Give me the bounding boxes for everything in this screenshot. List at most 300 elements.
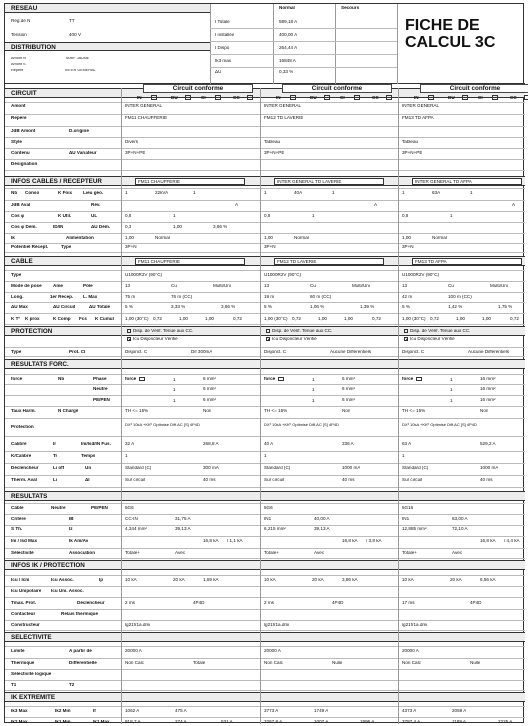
flag-box[interactable] [524, 95, 528, 100]
check-tenue-cc[interactable] [127, 329, 131, 333]
val-crit: IN1 [264, 517, 272, 521]
val-ik3b: 2059 A [452, 709, 467, 713]
pe-count: 1 [450, 399, 453, 403]
val-dutot: 1,39 % [360, 305, 375, 309]
row-divider [5, 324, 525, 325]
header-row-value: 400,00 A [279, 33, 298, 37]
label-calibre: Calibre [11, 442, 27, 446]
val-kcal: 1 [402, 454, 405, 458]
flag-ci-label: CI [201, 96, 206, 100]
val-ik2b: 274 A [175, 720, 187, 724]
row-divider [5, 347, 525, 348]
label-im-iinst: Im/Isd/IN Fus. [81, 442, 111, 446]
label-style: Style [11, 140, 22, 144]
check-icu-icon[interactable]: ✕ [405, 337, 409, 342]
val-decl: Standard (C) [264, 466, 291, 470]
flag-cc-label: CC [510, 96, 517, 100]
label-iz: IB [69, 517, 74, 521]
val-ikam: 16,8 kA [480, 539, 496, 543]
label-type-cable: Type [11, 273, 22, 277]
val-im: 268,8 A [203, 442, 219, 446]
val-im: 336 A [342, 442, 354, 446]
val-f3: 16 mm² [480, 398, 496, 402]
flag-box[interactable] [247, 95, 253, 100]
val-sth: 6,215 mm² [264, 527, 286, 531]
val-pole: Multi/Uni [490, 284, 508, 288]
row-divider [5, 575, 525, 576]
flag-box[interactable] [492, 95, 498, 100]
divider [273, 4, 274, 84]
row-divider [5, 384, 525, 385]
force-checkbox[interactable] [278, 377, 284, 381]
infos-title: INFOS CABLES / RECEPTEUR [11, 178, 102, 185]
row-divider [5, 418, 525, 419]
reseau-bar [5, 4, 210, 13]
circuit-conform-badge: Circuit conforme [282, 84, 392, 93]
val-ip: 6,56 kA [480, 578, 496, 582]
val-ptype: Disjonct. C [402, 350, 425, 354]
label-relais: Relais thermique [61, 612, 99, 616]
val-icuassoc: 20 kA [450, 578, 462, 582]
label-rev: Rév. [91, 203, 101, 207]
label-cable: Câble [11, 506, 24, 510]
divider [397, 4, 398, 84]
val-ik1: 531 A [221, 720, 233, 724]
val-sth: 4,344 mm² [125, 527, 147, 531]
ik-extremite-title: IK EXTREMITE [11, 694, 56, 701]
val-lim: 20000 A [125, 649, 142, 653]
val-ali_type: Normal [432, 236, 447, 240]
flag-in-label: IN [137, 96, 142, 100]
val-lmax: 76 m (CC) [171, 295, 193, 299]
reg-label: Rég.de N [11, 19, 31, 23]
row-divider [5, 690, 525, 691]
label-k-util: K Util. [58, 214, 72, 218]
row-divider [5, 313, 525, 314]
val-nc: Non [203, 409, 212, 413]
label-conso: Conso [25, 191, 40, 195]
flag-cc-label: CC [372, 96, 379, 100]
flag-box[interactable] [354, 95, 360, 100]
val-li: 40 ms [342, 478, 355, 482]
label-ir: Ir [53, 442, 57, 446]
force-checkbox[interactable] [416, 377, 422, 381]
val-dumax: 5 % [264, 305, 272, 309]
val-contenu: 3P+N+PE [125, 151, 146, 155]
row-divider [5, 292, 525, 293]
val-ikam: 16,8 kA [342, 539, 358, 543]
val-aval_v: A [512, 203, 516, 207]
val-cable_type: U1000R2V (90°C) [264, 273, 302, 277]
row-divider [5, 646, 525, 647]
label-im-isd-max: Im / Isd Max [11, 539, 38, 543]
val-cal: 63 A [402, 442, 412, 446]
row-divider [5, 406, 525, 407]
label-un: Un [85, 466, 92, 470]
header-row-divider [210, 41, 397, 42]
val-pose: 13 [125, 284, 131, 288]
flag-in-label: IN [414, 96, 419, 100]
header-row-label: Ik3 max [215, 59, 232, 63]
prot-check-1-label: Disp. de Vérif. Tenue aux CC. [133, 329, 194, 333]
prot-check-1-label: Disp. de Vérif. Tenue aux CC. [272, 329, 333, 333]
val-selv: Totale+ [264, 551, 279, 555]
val-tmax: 17 ms [402, 601, 415, 605]
flag-box[interactable] [290, 95, 296, 100]
row-divider [5, 620, 525, 621]
row-divider [5, 706, 525, 707]
row-divider [5, 395, 525, 396]
val-ali: 1,00 [402, 236, 411, 240]
val-fcs: 1,00 [205, 317, 214, 321]
label-k-t: K T° [11, 317, 21, 321]
row-divider [5, 548, 525, 549]
val-therm: Non Calc [402, 661, 421, 665]
val-conso: 40A [294, 191, 303, 195]
val-f3: 6 mm² [342, 398, 356, 402]
val-f2: 16 mm² [480, 387, 496, 391]
val-type_ali: 3P+N [125, 245, 137, 249]
label-k-cumul: K Cumul [95, 317, 114, 321]
flag-box[interactable] [428, 95, 434, 100]
row-divider [5, 126, 525, 127]
val-const: lg21fr1a.dmi [264, 623, 290, 627]
info-box: INTER GENERAL TD AFPA [412, 178, 522, 185]
val-ik1: 1996 A [360, 720, 375, 724]
val-iz: 39,13 A [314, 527, 330, 531]
row-divider [5, 514, 525, 515]
label-li-off: Li off [53, 466, 65, 470]
label-ip: Ip [99, 578, 104, 582]
cable-box: FM11 CHAUFFERIE [135, 258, 245, 265]
val-crit: IN1 [402, 517, 410, 521]
row-divider [5, 609, 525, 610]
label-contenu: Contenu [11, 151, 30, 155]
label-iz2: Iz [69, 527, 73, 531]
label-contacteur: Contacteur [11, 612, 36, 616]
val-const: lg21fr1a.dmi [125, 623, 151, 627]
val-kprox: 0,72 [430, 317, 439, 321]
val-dumax: 5 % [402, 305, 410, 309]
col-divider [260, 88, 261, 724]
val-const: lg21fr1a.dmi [402, 623, 428, 627]
label-l-max: L. Max [83, 295, 98, 299]
flag-du-label: DU [310, 96, 317, 100]
val-cab: 5G6 [125, 506, 134, 510]
label-prot-ci: Prot. CI [69, 350, 86, 354]
resultats-forc-bar [5, 359, 525, 369]
amont-n-value: TARIF JAUNE [65, 57, 90, 60]
val-style: Tableau [402, 140, 419, 144]
label-pe-pen: PE/PEN [93, 398, 110, 402]
neutre-count: 1 [312, 388, 315, 392]
val-conso: 63A [432, 191, 441, 195]
reseau-title: RESEAU [11, 5, 38, 12]
val-repere: FM12 TD LAVERIE [264, 116, 304, 120]
row-divider [5, 658, 525, 659]
val-dutot: 1,75 % [498, 305, 513, 309]
check-icu-icon[interactable]: ✕ [128, 337, 132, 342]
val-kt: 1,00 (30°C) [125, 317, 149, 321]
label-nb2: Nb [58, 377, 65, 381]
val-ducirc: 1,06 % [310, 305, 325, 309]
val-lim: 20000 A [264, 649, 281, 653]
val-amont: INTER GENERAL [125, 104, 163, 108]
val-kcomp: 1,00 [179, 317, 188, 321]
repere-value: INTER GENERAL [65, 69, 96, 72]
val-kutil: 1 [173, 214, 176, 218]
label-lre-recep: 1er Récep. [50, 295, 74, 299]
val-ik3: 1062 A [125, 709, 140, 713]
val-li: 40 ms [480, 478, 493, 482]
val-ip: 1,59 kA [203, 578, 219, 582]
val-cab: 5G16 [402, 506, 414, 510]
val-th: TH <= 15% [125, 409, 149, 413]
row-divider [5, 374, 525, 375]
protection-title: PROTECTION [11, 328, 53, 335]
val-k: 1 [193, 191, 196, 195]
label-type-prot: Type [11, 350, 22, 354]
repere-label: Repère [11, 69, 24, 72]
label-pole: Pôle [83, 284, 93, 288]
label-neutre2: Neutre [51, 506, 66, 510]
val-cal: 40 A [264, 442, 274, 446]
selectivite-title: SELECTIVITE [11, 634, 52, 641]
label-icu-icm: Icu / Icm [11, 578, 30, 582]
check-tenue-cc[interactable] [266, 329, 270, 333]
calc-sheet [4, 3, 524, 723]
amont-n-label: Amont N [11, 57, 26, 60]
val-tmax: 2 ms [125, 601, 135, 605]
val-kprox: 0,72 [292, 317, 301, 321]
val-ik2: 3787,4 A [402, 720, 421, 724]
label-pe-pen2: PE/PEN [91, 506, 108, 510]
header-row-value: 0,33 % [279, 70, 294, 74]
val-dumax: 5 % [125, 305, 133, 309]
distribution-title: DISTRIBUTION [11, 44, 56, 51]
header-row-divider [210, 67, 397, 68]
header-row-label: I installée [215, 33, 235, 37]
val-conso: 22kVA [155, 191, 169, 195]
resultats-bar [5, 491, 525, 501]
val-style: Divers [125, 140, 139, 144]
label-type: Type [61, 245, 72, 249]
label-alimentation: Alimentation [66, 236, 94, 240]
val-contenu: 3P+N+PE [402, 151, 423, 155]
val-kutil: 1 [450, 214, 453, 218]
col-divider [398, 88, 399, 724]
label-k-calibre: K/Calibre [11, 454, 32, 458]
val-diff: Nulle [332, 661, 343, 665]
val-kcal: 1 [264, 454, 267, 458]
val-ducirc: 3,33 % [171, 305, 186, 309]
val-im: 529,2 A [480, 442, 496, 446]
label-protection: Protection [11, 425, 34, 429]
row-divider [5, 436, 525, 437]
pe-count: 1 [173, 399, 176, 403]
selectivite-bar [5, 632, 525, 642]
cable-box: FM12 TD LAVERIE [274, 258, 384, 265]
val-ip: 3,86 kA [342, 578, 358, 582]
row-divider [5, 102, 525, 103]
val-tav: Sur circuit [125, 478, 146, 482]
label-repere: Repère [11, 116, 27, 120]
val-fcs: 1,00 [344, 317, 353, 321]
val-contenu: 3P+N+PE [264, 151, 285, 155]
flag-box[interactable] [324, 95, 330, 100]
label-ik: Ik [11, 236, 15, 240]
reg-value: TT [69, 19, 75, 23]
check-tenue-cc[interactable] [404, 329, 408, 333]
label-designation: Désignation [11, 162, 38, 166]
val-nb: 1 [125, 191, 128, 195]
row-divider [5, 475, 525, 476]
label-d-origine: D.origine [69, 129, 89, 133]
label-k-comp: K Comp [53, 317, 71, 321]
val-f3: 6 mm² [203, 398, 217, 402]
header-row-label: I Totale [215, 20, 230, 24]
label-fcs: Fcs [79, 317, 87, 321]
label-puissance: Potentiel Récept. [11, 245, 49, 249]
val-kcomp: 1,00 [456, 317, 465, 321]
label-ik-am: Ik Am/Av [69, 539, 89, 543]
val-selv: Totale+ [125, 551, 140, 555]
neutre-count: 1 [450, 388, 453, 392]
val-icuassoc: 20 kA [173, 578, 185, 582]
flag-box[interactable] [215, 95, 221, 100]
row-divider [5, 586, 525, 587]
flag-box[interactable] [151, 95, 157, 100]
prot-check-2-label: Icu Disjoncteur Vérifié [410, 337, 455, 341]
val-ikav: / 3,8 kA [366, 539, 382, 543]
circuit-conform-badge: Circuit conforme [143, 84, 253, 93]
val-cos: 0,8 [402, 214, 409, 218]
val-asso: Avec [452, 551, 463, 555]
flag-box[interactable] [386, 95, 392, 100]
val-sth: 12,885 mm² [402, 527, 427, 531]
resultats-forc-title: RESULTATS FORC. [11, 361, 69, 368]
label-selectivite: Sélectivité [11, 551, 34, 555]
label-limite: Limite [11, 649, 25, 653]
val-ame: Cu [171, 284, 177, 288]
flag-cc-label: CC [233, 96, 240, 100]
val-ik3: 4373 A [402, 709, 417, 713]
label-critere: Critère [11, 517, 26, 521]
header-row-value: 16848 A [279, 59, 296, 63]
flag-ci-label: CI [478, 96, 483, 100]
label-ik2-max: Ik2 Max [11, 720, 28, 724]
val-prot: DX³ 10kA +KKº Optimisé Diff.AC [S] 4P4D [125, 423, 200, 427]
val-pci: Aucune Différentiels [330, 350, 372, 354]
label-thermique: Thermique [11, 661, 35, 665]
flag-du-label: DU [171, 96, 178, 100]
label-ame: Ame [53, 284, 63, 288]
val-repere: FM11 CHAUFFERIE [125, 116, 168, 120]
label-neutre: Neutre [93, 387, 108, 391]
val-ik3b: 1749 A [314, 709, 329, 713]
row-divider [5, 525, 525, 526]
val-f2: 6 mm² [342, 387, 356, 391]
force-checkbox[interactable] [139, 377, 145, 381]
label-asso: Association [69, 551, 96, 555]
label-jdb-amont: JdB Amont [11, 129, 36, 133]
row-divider [5, 233, 525, 234]
val-dec: 4P4D [470, 601, 482, 605]
row-divider [5, 188, 525, 189]
neutre-count: 1 [173, 388, 176, 392]
ik-extremite-bar [5, 692, 525, 702]
val-pci: Aucune Différentiels [468, 350, 510, 354]
label-long: Long. [11, 295, 24, 299]
label-ik2-min: Ik2 Min [55, 709, 71, 713]
val-nc: Non [342, 409, 351, 413]
val-f1: 6 mm² [203, 377, 217, 381]
label-ik1-max: Ik1 Max [93, 720, 110, 724]
val-nb: 1 [402, 191, 405, 195]
row-divider [5, 717, 525, 718]
circuit-title: CIRCUIT [11, 90, 37, 97]
flag-box[interactable] [462, 95, 468, 100]
row-divider [5, 159, 525, 160]
val-decl: Standard (C) [125, 466, 152, 470]
flag-in-label: IN [276, 96, 281, 100]
val-ik2: 918,7 A [125, 720, 141, 724]
val-nc: Non [480, 409, 489, 413]
divider [210, 4, 211, 84]
val-fcs: 1,00 [482, 317, 491, 321]
row-divider [5, 281, 525, 282]
row-divider [5, 680, 525, 681]
val-f1: 6 mm² [342, 377, 356, 381]
amont-s-label: Amont S [11, 63, 26, 66]
row-divider [5, 630, 525, 631]
info-box: INTER GENERAL TD LAVERIE [274, 178, 384, 185]
tension-label: Tension [11, 33, 27, 37]
val-cosdem: 0,3 [125, 225, 132, 229]
label-lieu-geo: Lieu géo. [83, 191, 104, 195]
header [5, 4, 525, 84]
val-pose: 13 [264, 284, 270, 288]
label-nb: Nb [11, 191, 18, 195]
val-kcomp: 1,00 [318, 317, 327, 321]
row-divider [5, 243, 525, 244]
force-label: forcé [402, 377, 414, 381]
val-ame: Cu [448, 284, 454, 288]
row-divider [5, 252, 525, 253]
val-kcumul: 0,72 [510, 317, 519, 321]
val-cos: 0,8 [264, 214, 271, 218]
val-ik3b: 475 A [175, 709, 187, 713]
cable-box: FM13 TD AFPA [412, 258, 522, 265]
val-ali: 1,00 [125, 236, 134, 240]
val-cable_type: U1000R2V (90°C) [125, 273, 163, 277]
val-lim: 20000 A [402, 649, 419, 653]
val-therm: Non Calc [264, 661, 283, 665]
label-t1: T1 [11, 683, 17, 687]
row-divider [5, 137, 525, 138]
val-selv: Totale+ [402, 551, 417, 555]
check-icu-icon[interactable]: ✕ [267, 337, 271, 342]
flag-box[interactable] [185, 95, 191, 100]
label-mode-pose: Mode de pose [11, 284, 42, 288]
label-du-dem: ΔU Dém. [91, 225, 111, 229]
label-sel-logique: Sélectivité logique [11, 672, 52, 676]
val-crit: CC-IN [125, 517, 138, 521]
prot-check-1-label: Disp. de Vérif. Tenue aux CC. [410, 329, 471, 333]
val-type_ali: 3P+N [402, 245, 414, 249]
row-divider [5, 356, 525, 357]
label-phase: Phase [93, 377, 107, 381]
